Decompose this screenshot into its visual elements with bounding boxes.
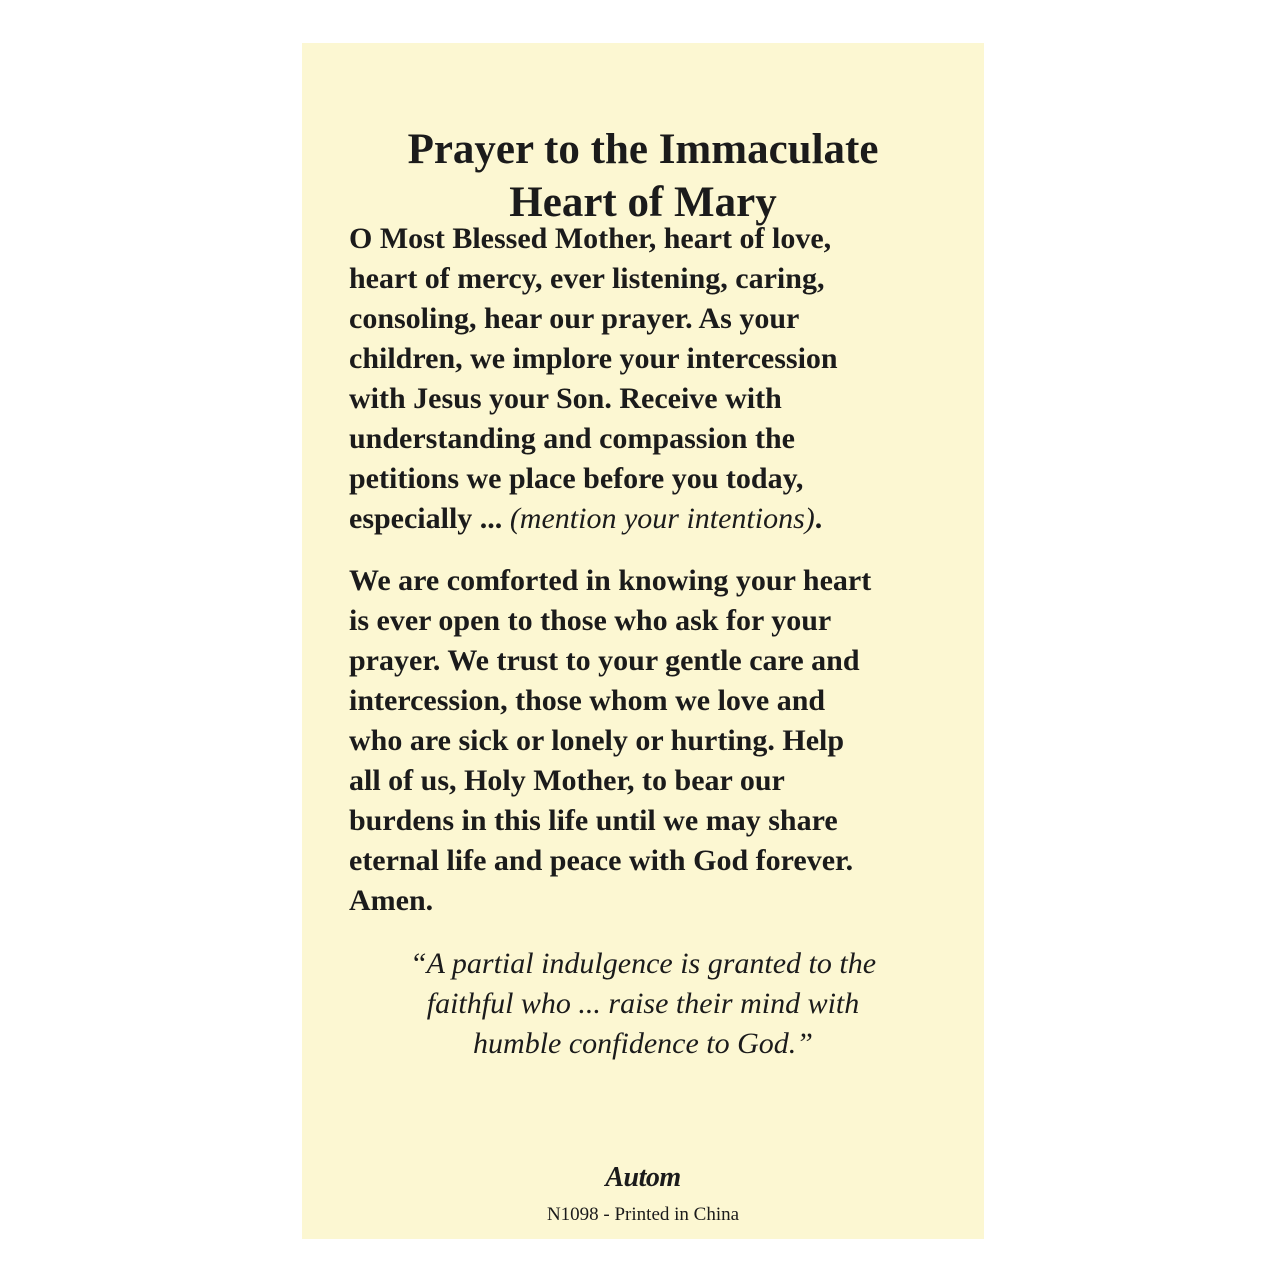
quote-line: “A partial indulgence is granted to the: [409, 947, 877, 980]
indulgence-quote: [302, 944, 984, 1064]
brand-logo: Autom: [605, 1162, 681, 1193]
quote-line: faithful who ... raise their mind with: [426, 987, 860, 1020]
paragraph-line: all of us, Holy Mother, to bear our: [349, 764, 785, 797]
prayer-paragraph-1: [349, 219, 949, 539]
paragraph-line: O Most Blessed Mother, heart of love,: [349, 222, 832, 255]
paragraph-line: burdens in this life until we may share: [349, 804, 838, 837]
paragraph-line: consoling, hear our prayer. As your: [349, 302, 800, 335]
last-line-prefix: especially ...: [349, 502, 510, 535]
paragraph-line: with Jesus your Son. Receive with: [349, 382, 782, 415]
paragraph-line: understanding and compassion the: [349, 422, 795, 455]
paragraph-line: is ever open to those who ask for your: [349, 604, 832, 637]
paragraph-line: intercession, those whom we love and: [349, 684, 826, 717]
paragraph-line: who are sick or lonely or hurting. Help: [349, 724, 845, 757]
prayer-paragraph-2: [349, 561, 949, 921]
title-line: Prayer to the Immaculate: [407, 126, 879, 173]
paragraph-line: petitions we place before you today,: [349, 462, 804, 495]
paragraph-line: children, we implore your intercession: [349, 342, 838, 375]
last-line-suffix: .: [814, 502, 823, 535]
paragraph-line: prayer. We trust to your gentle care and: [349, 644, 860, 677]
title-line: Heart of Mary: [509, 179, 777, 226]
prayer-title: [302, 123, 984, 229]
prayer-card: [302, 43, 984, 1239]
intentions-note: (mention your intentions): [509, 502, 815, 535]
paragraph-line: heart of mercy, ever listening, caring,: [349, 262, 825, 295]
quote-line: humble confidence to God.”: [473, 1027, 813, 1060]
paragraph-line: eternal life and peace with God forever.: [349, 844, 854, 877]
paragraph-line: We are comforted in knowing your heart: [349, 564, 872, 597]
paragraph-last-line: [349, 499, 949, 539]
paragraph-line: Amen.: [349, 884, 434, 917]
product-code: N1098 - Printed in China: [546, 1204, 740, 1225]
